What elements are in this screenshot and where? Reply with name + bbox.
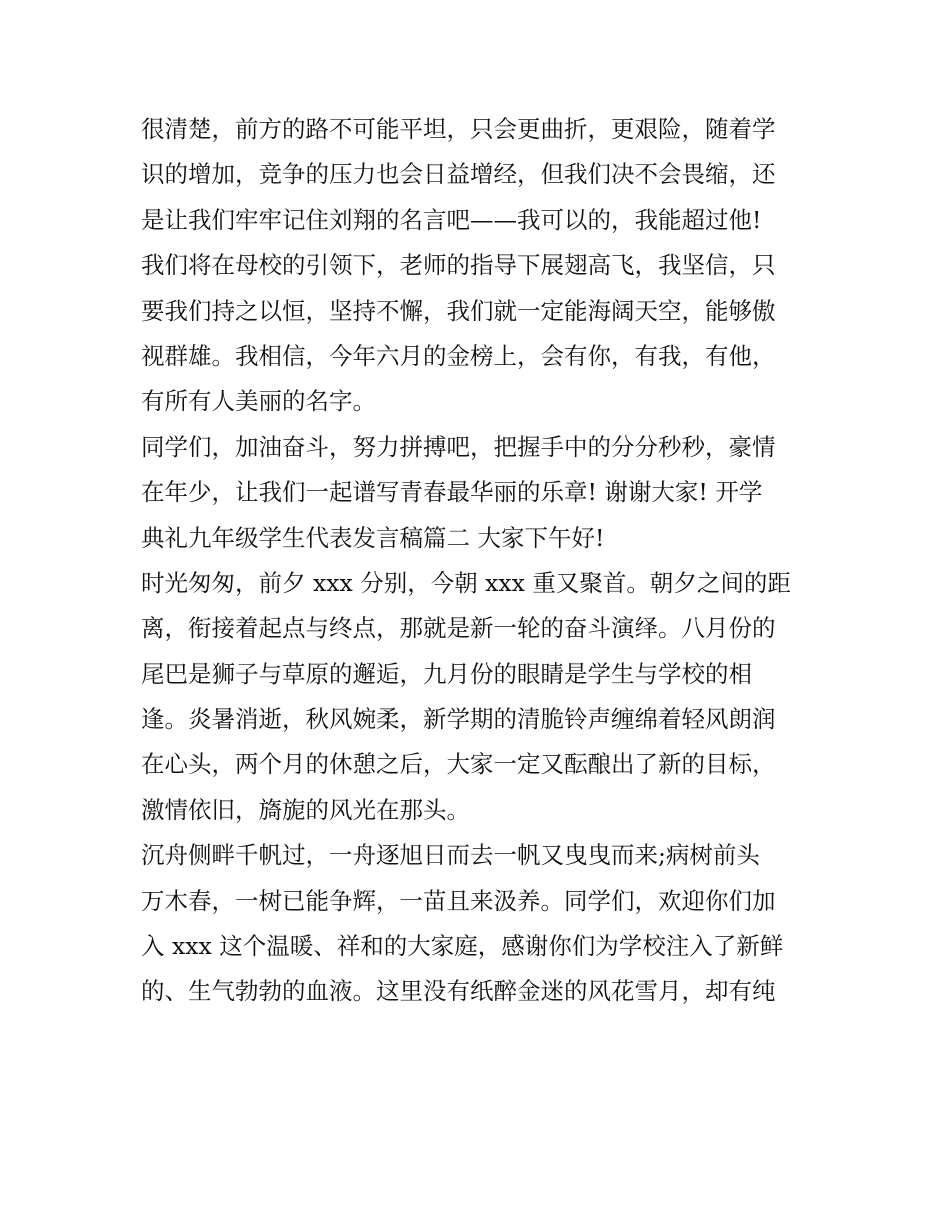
text-line-10: 典礼九年级学生代表发言稿篇二 大家下午好! xyxy=(141,523,605,552)
text-line-17: 沉舟侧畔千帆过，一舟逐旭日而去一帆又曳曳而来;病树前头 xyxy=(141,841,760,870)
text-line-15: 在心头，两个月的休憩之后，大家一定又酝酿出了新的目标， xyxy=(141,750,776,779)
text-line-6: 视群雄。我相信，今年六月的金榜上，会有你，有我，有他， xyxy=(141,341,776,370)
text-line-9: 在年少，让我们一起谱写青春最华丽的乐章! 谢谢大家! 开学 xyxy=(141,478,763,507)
text-line-4: 我们将在母校的引领下，老师的指导下展翅高飞，我坚信，只 xyxy=(141,251,776,280)
text-line-18: 万木春，一树已能争辉，一苗且来汲养。同学们，欢迎你们加 xyxy=(141,886,776,915)
text-line-16: 激情依旧，旖旎的风光在那头。 xyxy=(141,795,470,824)
text-line-12: 离，衔接着起点与终点，那就是新一轮的奋斗演绎。八月份的 xyxy=(141,614,776,643)
text-line-3: 是让我们牢牢记住刘翔的名言吧——我可以的，我能超过他! xyxy=(141,205,762,234)
text-line-14: 逢。炎暑消逝，秋风婉柔，新学期的清脆铃声缠绵着轻风朗润 xyxy=(141,705,776,734)
body-text xyxy=(141,107,821,1015)
text-line-13: 尾巴是狮子与草原的邂逅，九月份的眼睛是学生与学校的相 xyxy=(141,659,752,688)
text-line-7: 有所有人美丽的名字。 xyxy=(141,387,376,416)
text-line-8: 同学们，加油奋斗，努力拼搏吧，把握手中的分分秒秒，豪情 xyxy=(141,432,776,461)
text-line-19: 入 xxx 这个温暖、祥和的大家庭，感谢你们为学校注入了新鲜 xyxy=(141,932,784,961)
text-line-5: 要我们持之以恒，坚持不懈，我们就一定能海阔天空，能够傲 xyxy=(141,296,776,325)
text-line-1: 很清楚，前方的路不可能平坦，只会更曲折，更艰险，随着学 xyxy=(141,115,776,143)
text-line-2: 识的增加，竞争的压力也会日益增经，但我们决不会畏缩，还 xyxy=(141,160,776,189)
text-line-11: 时光匆匆，前夕 xxx 分别，今朝 xxx 重又聚首。朝夕之间的距 xyxy=(141,568,791,597)
text-line-20: 的、生气勃勃的血液。这里没有纸醉金迷的风花雪月，却有纯 xyxy=(141,977,776,1006)
